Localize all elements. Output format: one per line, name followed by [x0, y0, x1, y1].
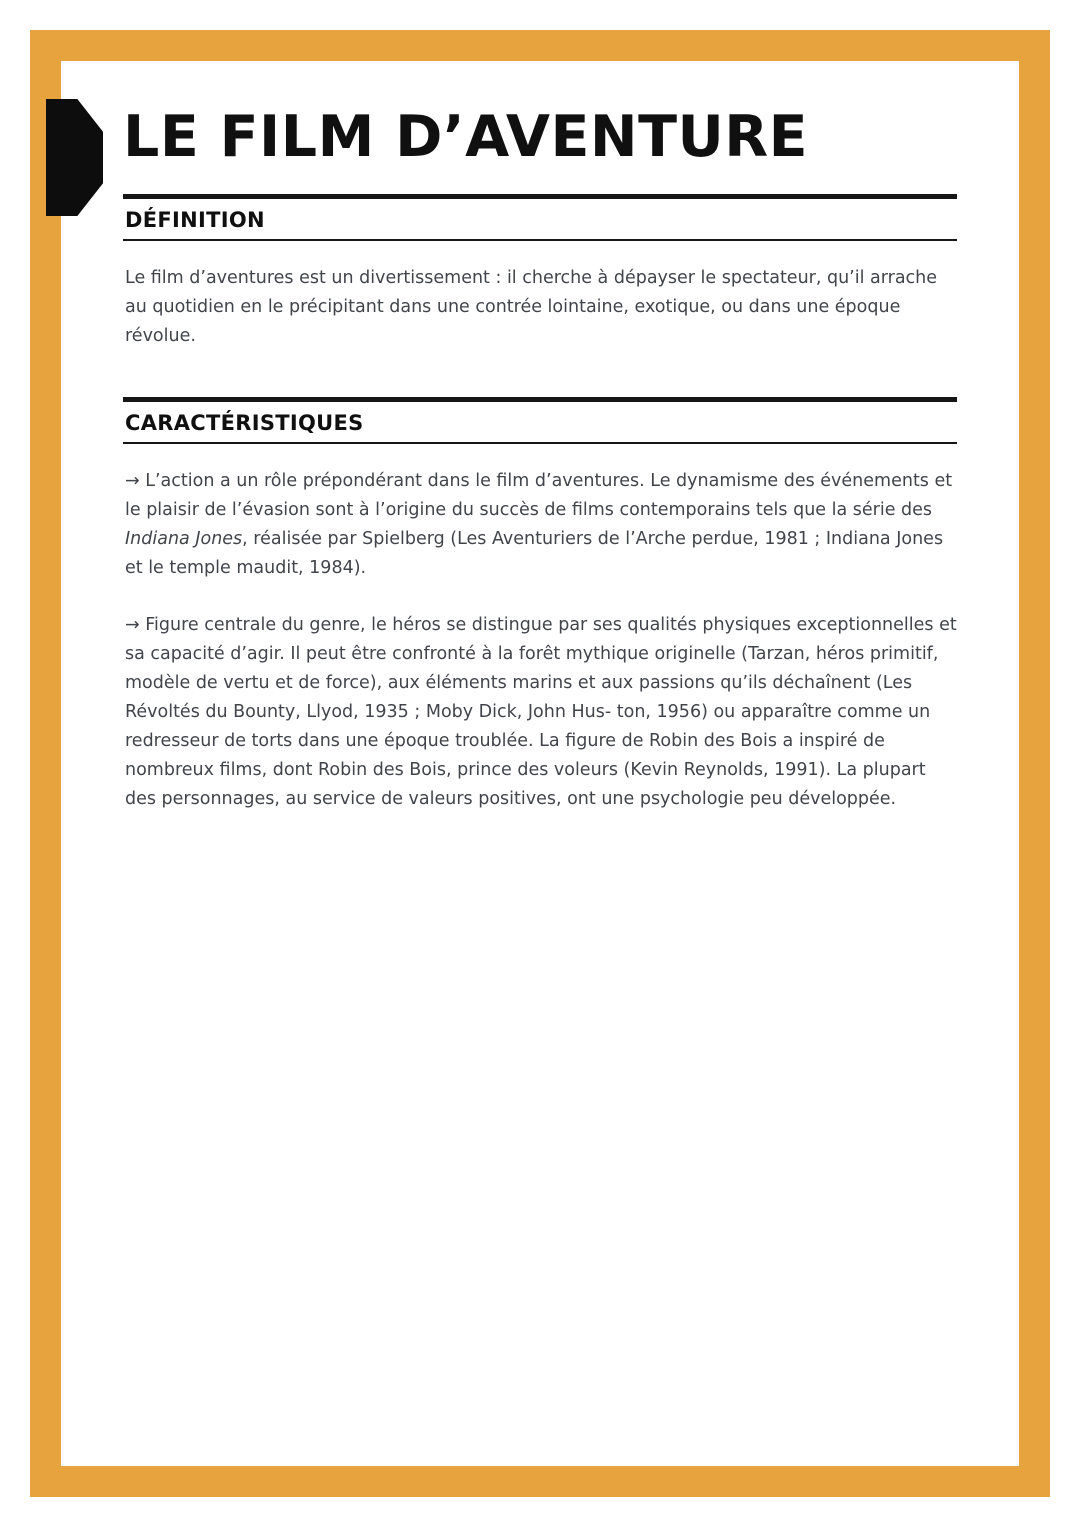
caracteristiques-heading: CARACTÉRISTIQUES [125, 410, 364, 435]
content-area [123, 0, 957, 815]
italic-film-title: Indiana Jones [125, 529, 243, 550]
section-definition [123, 194, 957, 351]
section-caracteristiques [123, 397, 957, 815]
definition-paragraph: Le film d’aventures est un divertissement : il cherche à dépayser le spectateur, qu’il arrache au quotidien en le précipitant dans une contrée lointaine, exotique, ou dans une époque révolue. [125, 267, 938, 346]
page-title: LE FILM D’AVENTURE [123, 104, 809, 170]
divider-thick [123, 397, 957, 402]
divider-thick [123, 194, 957, 199]
paragraph-text: → L’action a un rôle prépondérant dans le film d’aventures. Le dynamisme des événements et le plaisir de l’évasion sont à l’origine du succès de films contemporains tels que la série des [125, 470, 953, 521]
divider-thin [123, 239, 957, 241]
paragraph-text: , réalisée par Spielberg (Les Aventuriers de l’Arche perdue, 1981 ; Indiana Jones et le temple maudit, 1984). [125, 529, 944, 579]
caracteristiques-paragraph-2: → Figure centrale du genre, le héros se distingue par ses qualités physiques exceptionnelles et sa capacité d’agir. Il peut être confronté à la forêt mythique originelle (Tarzan, héros primitif, modèle de vertu et de force), aux éléments marins et aux passions qu’ils déchaînent (Les Révoltés du Bounty, Llyod, 1935 ; Moby Dick, John Hus- ton, 1956) ou apparaître comme un redresseur de torts dans une époque troublée. La figure de Robin des Bois a inspiré de nombreux films, dont Robin des Bois, prince des voleurs (Kevin Reynolds, 1991). La plupart des personnages, au service de valeurs positives, ont une psychologie peu développée. [125, 615, 957, 810]
definition-heading: DÉFINITION [125, 207, 265, 232]
caracteristiques-paragraph-1 [125, 467, 957, 583]
divider-thin [123, 442, 957, 444]
bookmark-ribbon-icon [46, 99, 103, 216]
